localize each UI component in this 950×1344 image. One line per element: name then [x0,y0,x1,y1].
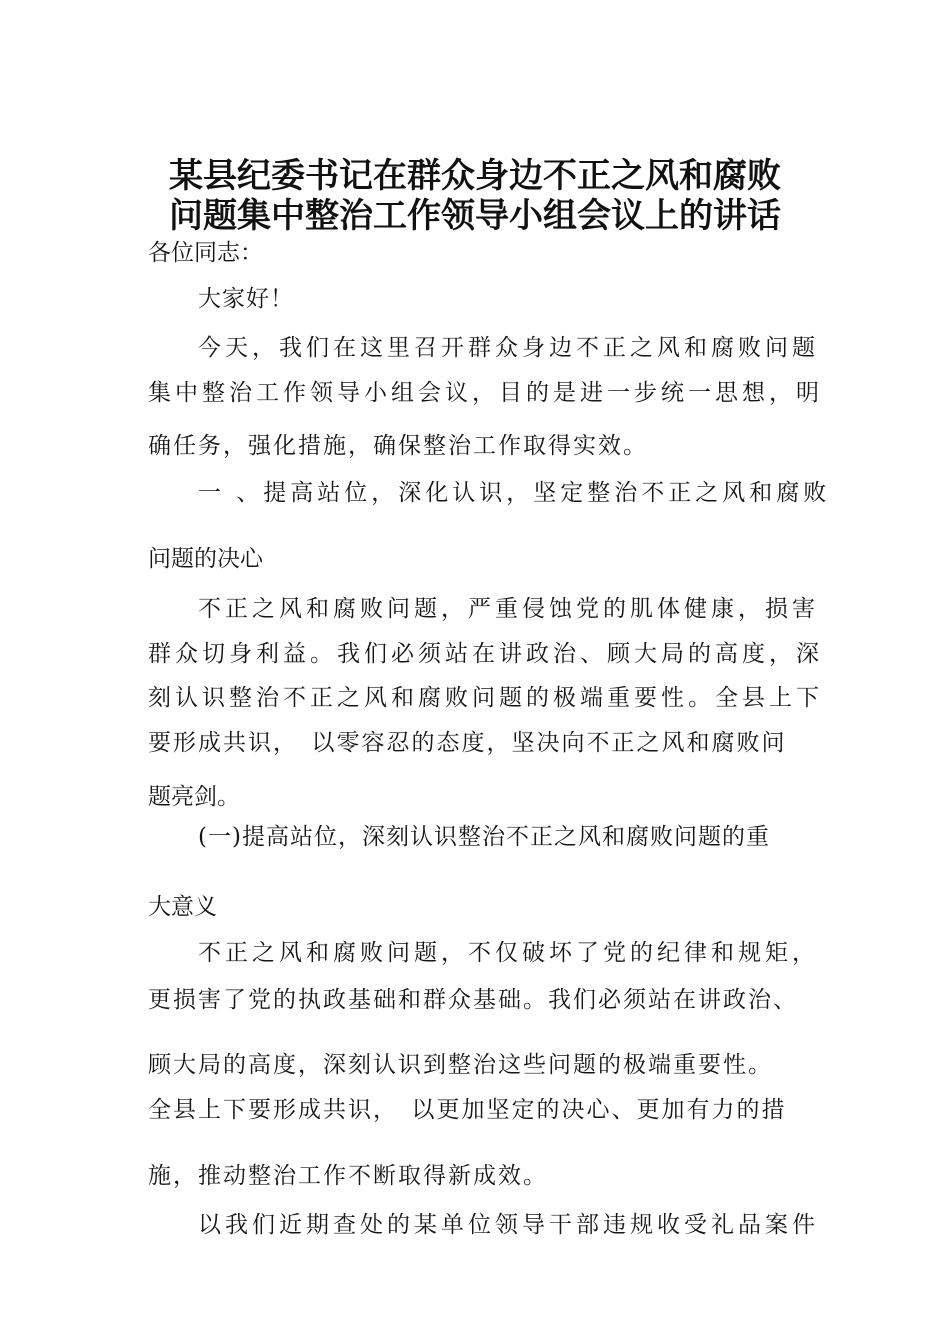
paragraph-line: 确任务，强化措施，确保整治工作取得实效。 [148,433,648,459]
subsection-heading-line: (一)提高站位，深刻认识整治不正之风和腐败问题的重 [198,824,770,850]
paragraph-line: 更损害了党的执政基础和群众基础。我们必须站在讲政治、 [148,987,798,1013]
document-title-line-1: 某县纪委书记在群众身边不正之风和腐败 [169,156,781,196]
greeting: 大家好！ [198,286,294,312]
paragraph-line: 不正之风和腐败问题，不仅破坏了党的纪律和规矩， [198,940,819,966]
salutation: 各位同志： [148,240,263,266]
paragraph-line: 全县上下要形成共识， 以更加坚定的决心、更加有力的措 [148,1097,787,1123]
subsection-heading-line: 大意义 [148,894,217,920]
paragraph-line: 以我们近期查处的某单位领导干部违规收受礼品案件 [198,1212,819,1238]
paragraph-line: 要形成共识， 以零容忍的态度，坚决向不正之风和腐败问 [148,730,787,756]
paragraph-line: 刻认识整治不正之风和腐败问题的极端重要性。全县上下 [148,685,823,711]
section-heading-line: 问题的决心 [148,546,263,572]
document-title-line-2: 问题集中整治工作领导小组会议上的讲话 [169,196,781,236]
paragraph-line: 集中整治工作领导小组会议，目的是进一步统一思想，明 [148,380,823,406]
paragraph-line: 今天，我们在这里召开群众身边不正之风和腐败问题 [198,335,819,361]
section-heading-line: 一 、提高站位，深化认识，坚定整治不正之风和腐败 [198,480,831,506]
paragraph-line: 群众切身利益。我们必须站在讲政治、顾大局的高度，深 [148,641,823,667]
paragraph-line: 顾大局的高度，深刻认识到整治这些问题的极端重要性。 [148,1052,773,1078]
paragraph-line: 施，推动整治工作不断取得新成效。 [148,1163,548,1189]
paragraph-line: 不正之风和腐败问题，严重侵蚀党的肌体健康，损害 [198,596,819,622]
paragraph-line: 题亮剑。 [148,784,240,810]
